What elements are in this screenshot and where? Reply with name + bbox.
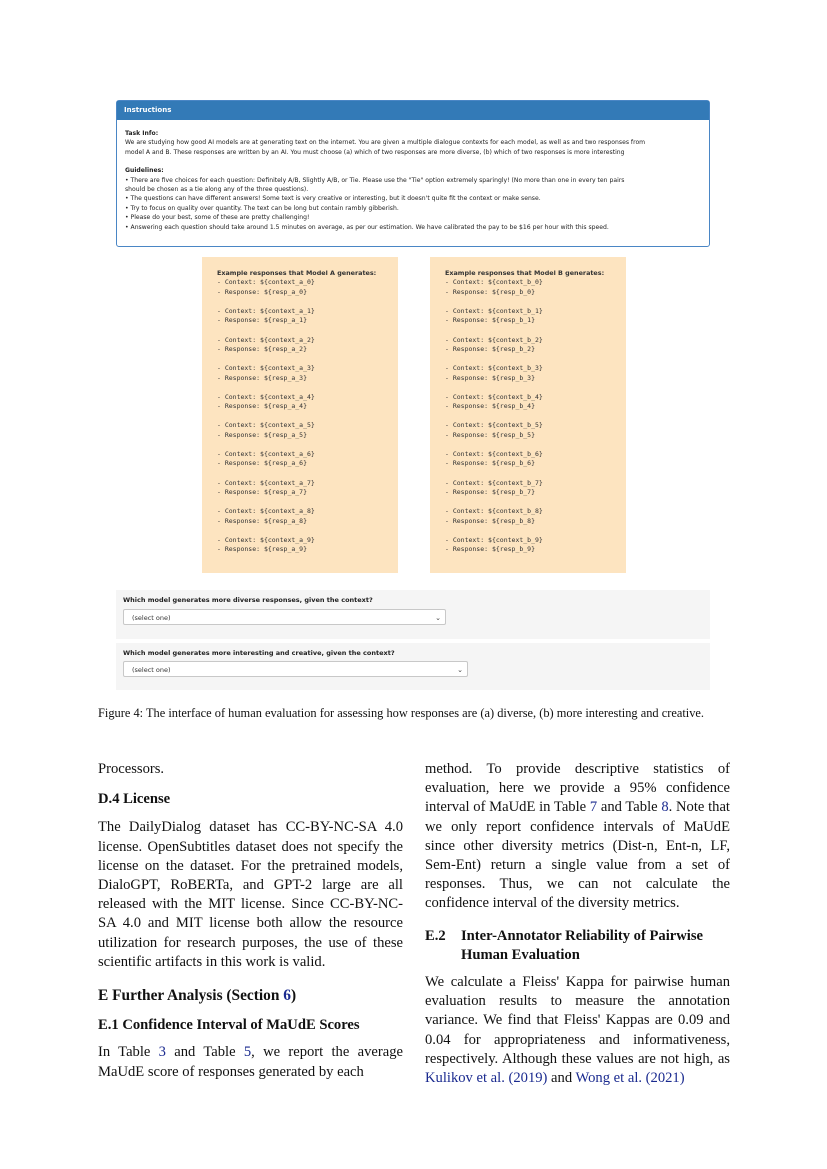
- question-label: Which model generates more diverse responses, given the context?: [123, 596, 373, 604]
- table-link[interactable]: 3: [158, 1044, 166, 1061]
- guideline-line: • Answering each question should take around 1.5 minutes on average, as per our estimation. We have calibrated the pay to be $16 per hour with this speed.: [125, 223, 609, 231]
- response-line: - Response: ${resp_a_1}: [217, 316, 308, 325]
- section-heading: [425, 927, 730, 965]
- question-diversity: [116, 590, 710, 639]
- interesting-select[interactable]: [123, 661, 468, 677]
- task-info-line: We are studying how good AI models are at generating text on the internet. You are given a multiple dialogue contexts for each model, as well as and two responses from: [125, 139, 646, 147]
- left-column: [98, 760, 403, 1082]
- text: , we report the average MaUdE score of responses generated by each: [98, 1044, 403, 1080]
- guideline-line: should be chosen as a tie along any of the three questions).: [125, 186, 309, 194]
- example-pair: [217, 536, 398, 555]
- heading-text: E Further Analysis (Section: [98, 987, 284, 1005]
- example-pair: [445, 278, 626, 297]
- example-pair: [217, 393, 398, 412]
- instructions-body: [117, 120, 709, 232]
- example-pair: [445, 336, 626, 355]
- select-value: (select one): [132, 666, 171, 674]
- paragraph: The DailyDialog dataset has CC-BY-NC-SA 4.0 license. OpenSubtitles dataset does not specify the license on the dataset. For the pretrained models, DialoGPT, RoBERTa, and GPT-2 large are all released with the MIT license. Since CC-BY-NC-SA 4.0 and MIT license both allow the resource utilization for research purposes, the use of these scientific artifacts in this work is valid.: [98, 819, 403, 970]
- example-pair: [217, 364, 398, 383]
- response-line: - Response: ${resp_b_1}: [445, 316, 536, 325]
- section-heading: D.4 License: [98, 791, 171, 808]
- instructions-panel: [116, 100, 710, 247]
- text: and Table: [165, 1044, 244, 1061]
- response-line: - Response: ${resp_a_8}: [217, 516, 308, 525]
- paragraph: [425, 973, 730, 1088]
- heading-line: Inter-Annotator Reliability of Pairwise: [461, 927, 703, 944]
- select-value: (select one): [132, 614, 171, 622]
- response-line: - Response: ${resp_a_0}: [217, 287, 308, 296]
- response-line: - Response: ${resp_b_7}: [445, 488, 536, 497]
- task-info-heading: Task Info:: [125, 130, 159, 137]
- context-line: - Context: ${context_b_6}: [445, 450, 543, 459]
- context-line: - Context: ${context_b_9}: [445, 535, 543, 544]
- model-b-title: Example responses that Model B generates:: [445, 269, 605, 277]
- context-line: - Context: ${context_a_4}: [217, 392, 315, 401]
- example-pair: [445, 421, 626, 440]
- heading-text: ): [290, 987, 297, 1005]
- citation-link[interactable]: Kulikov et al. (2019): [425, 1070, 548, 1087]
- context-line: - Context: ${context_b_0}: [445, 278, 543, 287]
- text: method. To provide descriptive statistics of evaluation, here we provide a 95% confidence interval of MaUdE in Table: [425, 761, 730, 816]
- example-pair: [445, 479, 626, 498]
- example-pair: [217, 479, 398, 498]
- example-pair: [217, 450, 398, 469]
- context-line: - Context: ${context_a_3}: [217, 364, 315, 373]
- example-pair: [445, 307, 626, 326]
- response-line: - Response: ${resp_b_8}: [445, 516, 536, 525]
- guideline-line: • Please do your best, some of these are pretty challenging!: [125, 214, 310, 222]
- instructions-header: Instructions: [117, 101, 709, 120]
- context-line: - Context: ${context_a_0}: [217, 278, 315, 287]
- example-pair: [445, 364, 626, 383]
- response-line: - Response: ${resp_a_4}: [217, 402, 308, 411]
- table-link[interactable]: 5: [243, 1044, 252, 1061]
- context-line: - Context: ${context_b_2}: [445, 335, 543, 344]
- context-line: - Context: ${context_b_4}: [445, 392, 543, 401]
- text: We calculate a Fleiss' Kappa for pairwise human evaluation results to measure the annotation variance. We find that Fleiss' Kappas are 0.09 and 0.04 for appropriateness and informativeness, respectively. Although these values are not high, as: [425, 974, 730, 1067]
- citation-link[interactable]: Wong et al. (2021): [575, 1070, 685, 1087]
- example-pair: [445, 450, 626, 469]
- example-pair: [217, 336, 398, 355]
- table-link[interactable]: 8: [661, 799, 669, 816]
- guideline-line: • The questions can have different answers! Some text is very creative or interesting, but it doesn't quite fit the context or make sense.: [125, 195, 541, 203]
- heading-number: E.2: [425, 927, 446, 944]
- question-label: Which model generates more interesting and creative, given the context?: [123, 649, 395, 657]
- response-line: - Response: ${resp_a_7}: [217, 488, 308, 497]
- text: and: [547, 1070, 576, 1087]
- guidelines-heading: Guidelines:: [125, 167, 164, 175]
- response-line: - Response: ${resp_b_3}: [445, 373, 536, 382]
- heading-line: Human Evaluation: [461, 946, 580, 963]
- diversity-select[interactable]: [123, 609, 446, 625]
- paragraph: Processors.: [98, 761, 165, 777]
- example-pair: [217, 507, 398, 526]
- context-line: - Context: ${context_a_2}: [217, 335, 315, 344]
- paragraph: [425, 760, 730, 914]
- context-line: - Context: ${context_b_7}: [445, 478, 543, 487]
- section-heading: E.1 Confidence Interval of MaUdE Scores: [98, 1017, 360, 1034]
- response-line: - Response: ${resp_a_5}: [217, 430, 308, 439]
- response-line: - Response: ${resp_b_2}: [445, 345, 536, 354]
- response-line: - Response: ${resp_a_2}: [217, 345, 308, 354]
- context-line: - Context: ${context_a_5}: [217, 421, 315, 430]
- guideline-line: • Try to focus on quality over quantity. The text can be long but contain rambly gibberish.: [125, 204, 399, 212]
- context-line: - Context: ${context_b_3}: [445, 364, 543, 373]
- context-line: - Context: ${context_a_6}: [217, 450, 315, 459]
- model-b-examples: [430, 257, 626, 573]
- context-line: - Context: ${context_b_8}: [445, 507, 543, 516]
- context-line: - Context: ${context_b_1}: [445, 307, 543, 316]
- task-info-line: model A and B. These responses are written by an AI. You must choose (a) which of two responses are more diverse, (b) which of two responses is more interesting: [125, 148, 625, 156]
- context-line: - Context: ${context_a_1}: [217, 307, 315, 316]
- example-pair: [445, 507, 626, 526]
- context-line: - Context: ${context_a_9}: [217, 535, 315, 544]
- response-line: - Response: ${resp_a_6}: [217, 459, 308, 468]
- text: . Note that we only report confidence intervals of MaUdE since other diversity metrics (Dist-n, Ent-n, LF, Sem-Ent) return a single value from a set of responses. Thus, we can not calculate the confidence interval of the diversity metrics.: [425, 799, 730, 912]
- figure-caption: Figure 4: The interface of human evaluation for assessing how responses are (a) diverse, (b) more interesting and creative.: [98, 706, 705, 720]
- example-pair: [217, 307, 398, 326]
- section-heading: [98, 986, 403, 1005]
- question-interesting: [116, 643, 710, 690]
- chevron-down-icon: ⌄: [435, 614, 441, 622]
- response-line: - Response: ${resp_b_4}: [445, 402, 536, 411]
- example-pair: [217, 421, 398, 440]
- example-pair: [445, 393, 626, 412]
- context-line: - Context: ${context_a_8}: [217, 507, 315, 516]
- model-a-title: Example responses that Model A generates:: [217, 269, 377, 277]
- right-column: [425, 760, 730, 1088]
- response-line: - Response: ${resp_b_9}: [445, 545, 536, 554]
- response-line: - Response: ${resp_b_5}: [445, 430, 536, 439]
- section-link[interactable]: 6: [283, 987, 291, 1005]
- model-a-examples: [202, 257, 398, 573]
- paragraph: [98, 1043, 403, 1081]
- response-line: - Response: ${resp_a_3}: [217, 373, 308, 382]
- response-line: - Response: ${resp_a_9}: [217, 545, 308, 554]
- table-link[interactable]: 7: [589, 799, 598, 816]
- chevron-down-icon: ⌄: [457, 666, 463, 674]
- guideline-line: • There are five choices for each question: Definitely A/B, Slightly A/B, or Tie. Please use the "Tie" option extremely sparingly! (No more than one in every ten pairs: [125, 176, 625, 184]
- response-line: - Response: ${resp_b_0}: [445, 287, 536, 296]
- context-line: - Context: ${context_b_5}: [445, 421, 543, 430]
- heading-text: [461, 927, 703, 965]
- context-line: - Context: ${context_a_7}: [217, 478, 315, 487]
- example-pair: [445, 536, 626, 555]
- example-pair: [217, 278, 398, 297]
- text: In Table: [98, 1044, 159, 1061]
- text: and Table: [597, 799, 662, 816]
- response-line: - Response: ${resp_b_6}: [445, 459, 536, 468]
